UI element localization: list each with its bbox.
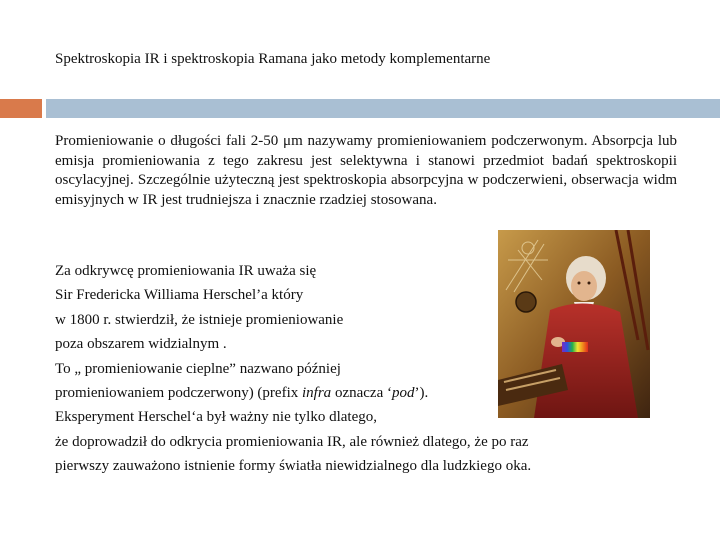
history-line: poza obszarem widzialnym .	[55, 336, 227, 353]
history-text: oznacza ‘	[331, 385, 392, 402]
history-line: że doprowadził do odkrycia promieniowania IR, ale również dlatego, że po raz	[55, 433, 529, 450]
history-line: To „ promieniowanie cieplne” nazwano później	[55, 360, 341, 377]
accent-bar-blue	[46, 99, 720, 118]
infra-term: infra	[302, 385, 332, 402]
history-paragraph	[55, 259, 665, 479]
history-line-prefix	[55, 381, 665, 405]
history-text: ’).	[414, 385, 429, 402]
history-line: Za odkrywcę promieniowania IR uważa się	[55, 263, 317, 279]
slide-title: Spektroskopia IR i spektroskopia Ramana jako metody komplementarne	[55, 51, 491, 67]
history-line: w 1800 r. stwierdził, że istnieje promieniowanie	[55, 311, 344, 328]
pod-term: pod	[391, 385, 415, 402]
intro-paragraph: Promieniowanie o długości fali 2-50 μm nazywamy promieniowaniem podczerwonym. Absorpcja lub emisja promieniowania z tego zakresu jest selektywna i stanowi przedmiot badań spektroskopii oscylacyjnej. Szczególnie użyteczną jest spektroskopia absorpcyjna w podczerwieni, obserwacja widm emisyjnych w IR jest trudniejsza i znacznie rzadziej stosowana.	[55, 133, 677, 208]
accent-bar-orange	[0, 99, 42, 118]
history-line: pierwszy zauważono istnienie formy światła niewidzialnego dla ludzkiego oka.	[55, 458, 532, 475]
history-line: Eksperyment Herschel‘a był ważny nie tylko dlatego,	[55, 409, 377, 426]
history-text: promieniowaniem podczerwony) (prefix	[55, 385, 302, 402]
history-line: Sir Fredericka Williama Herschel’a który	[55, 287, 304, 304]
